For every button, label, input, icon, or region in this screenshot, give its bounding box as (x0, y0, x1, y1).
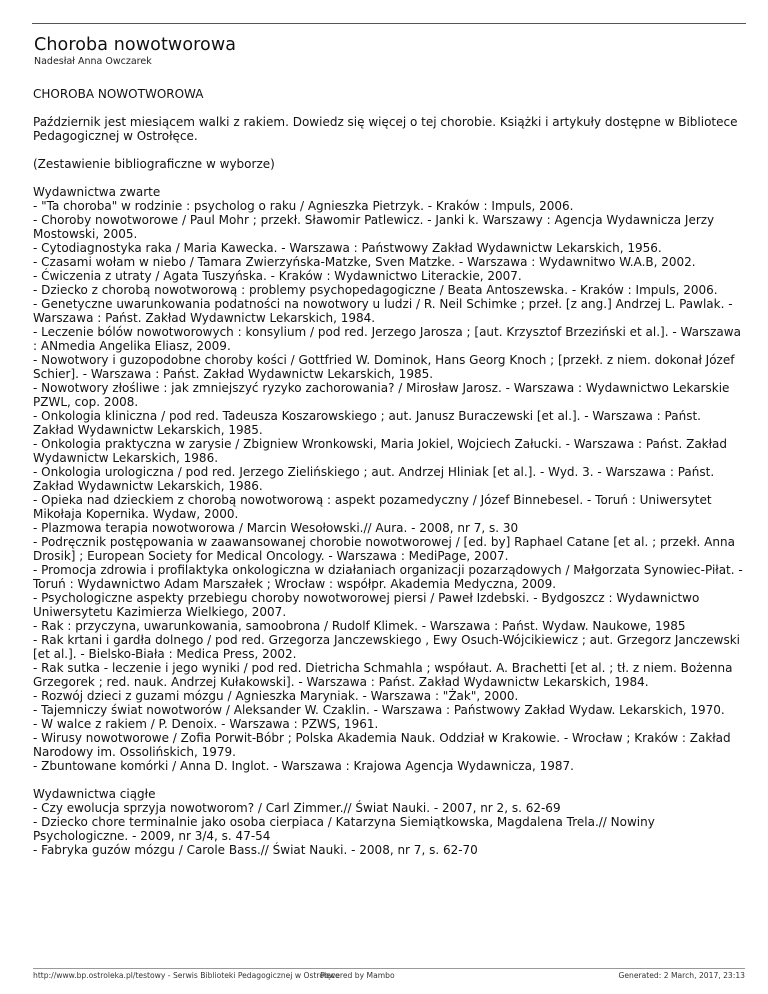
bibliography-entry: - Wirusy nowotworowe / Zofia Porwit-Bóbr ; Polska Akademia Nauk. Oddział w Krakowie. - Wrocław ; Kraków : Zakład Narodowy im. Ossolińskich, 1979. (33, 731, 731, 759)
footer-source (33, 971, 395, 980)
bibliography-entry: - Promocja zdrowia i profilaktyka onkologiczna w działaniach organizacji pozarządowych / Małgorzata Synowiec-Piłat. - Toruń : Wydawnictwo Adam Marszałek ; Wrocław : współpr. Akademia Medyczna, 2009. (33, 563, 743, 591)
selection-note: (Zestawienie bibliograficzne w wyborze) (33, 157, 275, 171)
footer-source-url: http://www.bp.ostroleka.pl/testowy - Serwis Biblioteki Pedagogicznej w Ostrołęce (33, 971, 340, 980)
bibliography-entry: - Choroby nowotworowe / Paul Mohr ; przekł. Sławomir Patlewicz. - Janki k. Warszawy : Agencja Wydawnicza Jerzy Mostowski, 2005. (33, 213, 715, 241)
section-title: Wydawnictwa zwarte (33, 185, 161, 199)
bibliography-entry: - Cytodiagnostyka raka / Maria Kawecka. - Warszawa : Państwowy Zakład Wydawnictw Lekarskich, 1956. (33, 241, 662, 255)
bibliography-entry: - Rak krtani i gardła dolnego / pod red. Grzegorza Janczewskiego , Ewy Osuch-Wójcikiewicz ; aut. Grzegorz Janczewski [et al.]. - Bielsko-Biała : Medica Press, 2002. (33, 633, 741, 661)
bibliography-entry: - Czy ewolucja sprzyja nowotworom? / Carl Zimmer.// Świat Nauki. - 2007, nr 2, s. 62-69 (33, 801, 561, 815)
bibliography-entry: - Opieka nad dzieckiem z chorobą nowotworową : aspekt pozamedyczny / Józef Binnebesel. - Toruń : Uniwersytet Mikołaja Kopernika. Wydaw, 2000. (33, 493, 712, 521)
entry-list (33, 801, 745, 857)
author-byline: Nadesłał Anna Owczarek (34, 56, 152, 67)
page-title: Choroba nowotworowa (34, 35, 237, 55)
section-monographs (33, 185, 745, 773)
bibliography-entry: - W walce z rakiem / P. Denoix. - Warszawa : PZWS, 1961. (33, 717, 379, 731)
article-heading: CHOROBA NOWOTWOROWA (33, 87, 204, 101)
bibliography-entry: - Dziecko chore terminalnie jako osoba cierpiaca / Katarzyna Siemiątkowska, Magdalena Trela.// Nowiny Psychologiczne. - 2009, nr 3/4, s. 47-54 (33, 815, 655, 843)
bibliography-entry: - Ćwiczenia z utraty / Agata Tuszyńska. - Kraków : Wydawnictwo Literackie, 2007. (33, 269, 522, 283)
bibliography-entry: - Genetyczne uwarunkowania podatności na nowotwory u ludzi / R. Neil Schimke ; przeł. [z ang.] Andrzej L. Pawlak. - Warszawa : Państ. Zakład Wydawnictw Lekarskich, 1984. (33, 297, 733, 325)
bibliography-entry: - Leczenie bólów nowotworowych : konsylium / pod red. Jerzego Jarosza ; [aut. Krzysztof Brzeziński et al.]. - Warszawa : ANmedia Angelika Eliasz, 2009. (33, 325, 741, 353)
bibliography-entry: - Tajemniczy świat nowotworów / Aleksander W. Czaklin. - Warszawa : Państwowy Zakład Wydaw. Lekarskich, 1970. (33, 703, 725, 717)
bibliography-entry: - Onkologia urologiczna / pod red. Jerzego Zielińskiego ; aut. Andrzej Hliniak [et al.]. - Wyd. 3. - Warszawa : Państ. Zakład Wydawnictw Lekarskich, 1986. (33, 465, 715, 493)
bibliography-entry: - Fabryka guzów mózgu / Carole Bass.// Świat Nauki. - 2008, nr 7, s. 62-70 (33, 843, 478, 857)
bibliography-entry: - Plazmowa terapia nowotworowa / Marcin Wesołowski.// Aura. - 2008, nr 7, s. 30 (33, 521, 519, 535)
footer-rule (33, 968, 745, 969)
section-serials (33, 787, 745, 857)
bibliography-entry: - "Ta choroba" w rodzinie : psycholog o raku / Agnieszka Pietrzyk. - Kraków : Impuls, 2006. (33, 199, 574, 213)
article-content (33, 87, 745, 857)
bibliography-entry: - Psychologiczne aspekty przebiegu choroby nowotworowej piersi / Paweł Izdebski. - Bydgoszcz : Wydawnictwo Uniwersytetu Kazimierza Wielkiego, 2007. (33, 591, 700, 619)
bibliography-entry: - Podręcznik postępowania w zaawansowanej chorobie nowotworowej / [ed. by] Raphael Catane [et al. ; przekł. Anna Drosik] ; European Society for Medical Oncology. - Warszawa : MediPage, 2007. (33, 535, 735, 563)
entry-list (33, 199, 745, 773)
bibliography-entry: - Zbuntowane komórki / Anna D. Inglot. - Warszawa : Krajowa Agencja Wydawnicza, 1987. (33, 759, 574, 773)
bibliography-entry: - Nowotwory złośliwe : jak zmniejszyć ryzyko zachorowania? / Mirosław Jarosz. - Warszawa : Wydawnictwo Lekarskie PZWL, cop. 2008. (33, 381, 730, 409)
footer-generated: Generated: 2 March, 2017, 23:13 (618, 971, 745, 980)
bibliography-entry: - Onkologia kliniczna / pod red. Tadeusza Koszarowskiego ; aut. Janusz Buraczewski [et al.]. - Warszawa : Państ. Zakład Wydawnictw Lekarskich, 1985. (33, 409, 701, 437)
bibliography-entry: - Onkologia praktyczna w zarysie / Zbigniew Wronkowski, Maria Jokiel, Wojciech Załucki. - Warszawa : Państ. Zakład Wydawnictw Lekarskich, 1986. (33, 437, 728, 465)
top-rule (32, 23, 746, 24)
bibliography-entry: - Nowotwory i guzopodobne choroby kości / Gottfried W. Dominok, Hans Georg Knoch ; [przekł. z niem. dokonał Józef Schier]. - Warszawa : Państ. Zakład Wydawnictw Lekarskich, 1985. (33, 353, 735, 381)
bibliography-entry: - Rak : przyczyna, uwarunkowania, samoobrona / Rudolf Klimek. - Warszawa : Państ. Wydaw. Naukowe, 1985 (33, 619, 686, 633)
bibliography-entry: - Rozwój dzieci z guzami mózgu / Agnieszka Maryniak. - Warszawa : "Żak", 2000. (33, 689, 519, 703)
footer-powered: Powered by Mambo (320, 971, 395, 980)
page-footer (33, 971, 745, 983)
bibliography-entry: - Rak sutka - leczenie i jego wyniki / pod red. Dietricha Schmahla ; współaut. A. Brachetti [et al. ; tł. z niem. Bożenna Grzegorek ; red. nauk. Andrzej Kułakowski]. - Warszawa : Państ. Zakład Wydawnictw Lekarskich, 1984. (33, 661, 733, 689)
bibliography-entry: - Dziecko z chorobą nowotworową : problemy psychopedagogiczne / Beata Antoszewska. - Kraków : Impuls, 2006. (33, 283, 718, 297)
intro-paragraph: Październik jest miesiącem walki z rakiem. Dowiedz się więcej o tej chorobie. Książki i artykuły dostępne w Bibliotece Pedagogicznej w Ostrołęce. (33, 115, 738, 143)
section-title: Wydawnictwa ciągłe (33, 787, 156, 801)
bibliography-entry: - Czasami wołam w niebo / Tamara Zwierzyńska-Matzke, Sven Matzke. - Warszawa : Wydawnitwo W.A.B, 2002. (33, 255, 696, 269)
